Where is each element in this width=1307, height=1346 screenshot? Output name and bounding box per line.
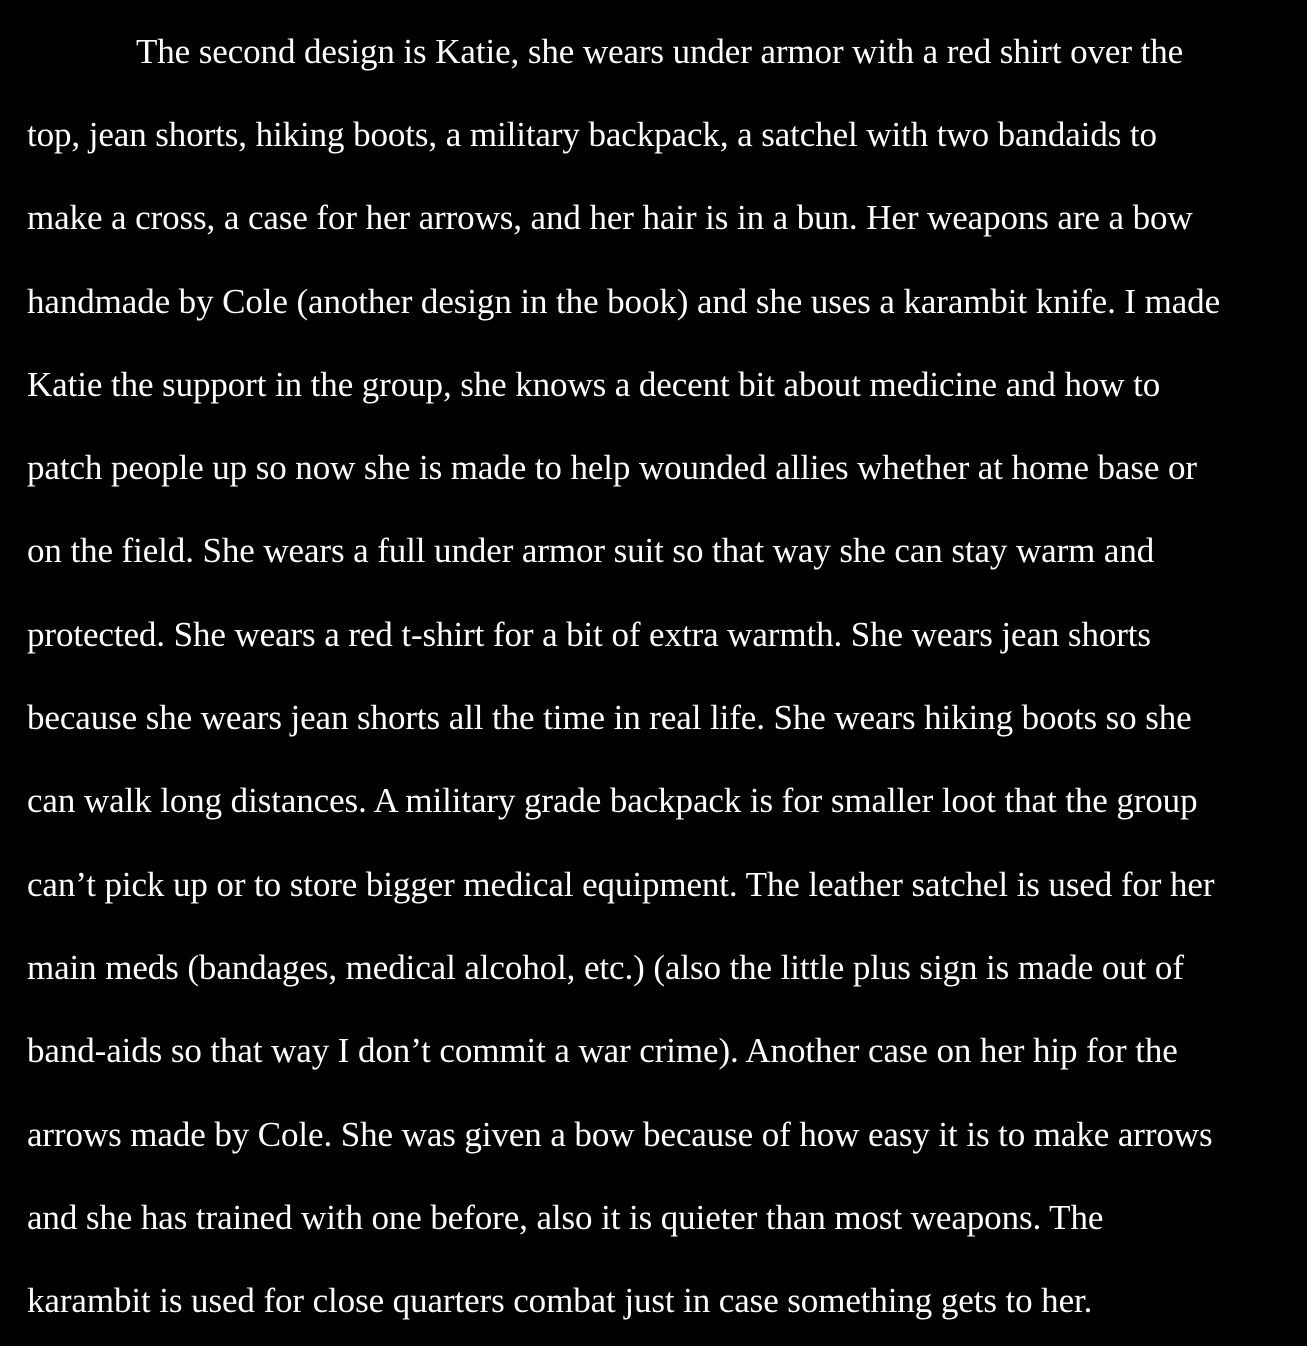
paragraph-line-11: can’t pick up or to store bigger medical equipment. The leather satchel is used for her [27,865,1215,904]
paragraph-line-8: protected. She wears a red t-shirt for a bit of extra warmth. She wears jean shorts [27,615,1151,654]
paragraph-line-3: make a cross, a case for her arrows, and her hair is in a bun. Her weapons are a bow [27,198,1193,237]
paragraph-line-10: can walk long distances. A military grade backpack is for smaller loot that the group [27,781,1198,820]
paragraph-line-14: arrows made by Cole. She was given a bow because of how easy it is to make arrows [27,1115,1213,1154]
paragraph-line-15: and she has trained with one before, also it is quieter than most weapons. The [27,1198,1104,1237]
paragraph-line-4: handmade by Cole (another design in the book) and she uses a karambit knife. I made [27,282,1221,321]
paragraph-line-9: because she wears jean shorts all the time in real life. She wears hiking boots so she [27,698,1192,737]
paragraph-line-6: patch people up so now she is made to help wounded allies whether at home base or [27,448,1197,487]
paragraph-line-5: Katie the support in the group, she knows a decent bit about medicine and how to [27,365,1161,404]
paragraph-line-1: The second design is Katie, she wears under armor with a red shirt over the [136,32,1184,71]
paragraph-line-7: on the field. She wears a full under armor suit so that way she can stay warm and [27,531,1155,570]
paragraph-line-13: band-aids so that way I don’t commit a war crime). Another case on her hip for the [27,1031,1178,1070]
paragraph-line-16: karambit is used for close quarters combat just in case something gets to her. [27,1281,1093,1320]
paragraph-line-2: top, jean shorts, hiking boots, a military backpack, a satchel with two bandaids to [27,115,1157,154]
paragraph-line-12: main meds (bandages, medical alcohol, etc.) (also the little plus sign is made out of [27,948,1184,987]
